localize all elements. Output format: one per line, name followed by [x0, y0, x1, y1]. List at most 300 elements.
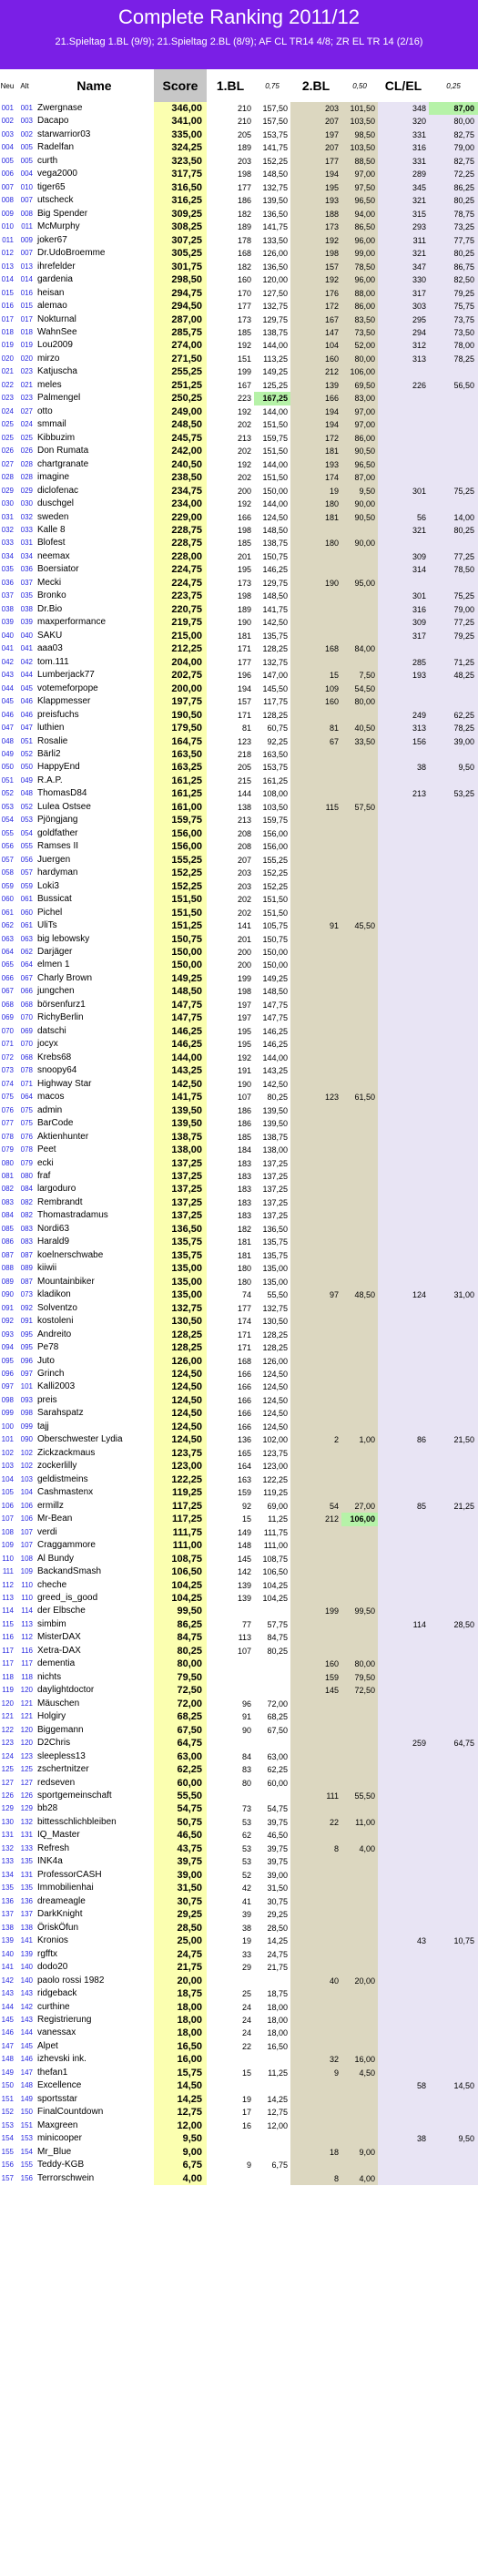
bl2-points: 168	[290, 642, 341, 655]
rank-new: 157	[1, 2173, 14, 2182]
bl2-points	[290, 1935, 341, 1947]
rank-new: 150	[1, 2081, 14, 2090]
bl1-weighted: 147,75	[262, 1000, 288, 1010]
bl1-points: 178	[237, 235, 251, 245]
table-row	[0, 1131, 478, 1144]
player-name: kladikon	[37, 1289, 71, 1300]
clel-points	[378, 1447, 429, 1460]
bl1-points: 181	[237, 631, 251, 641]
score: 143,25	[154, 1064, 207, 1077]
rank-old: 075	[20, 1105, 33, 1114]
bl1-weighted: 111,75	[263, 1527, 288, 1537]
rank-new: 048	[1, 736, 14, 745]
bl2-weighted	[341, 814, 378, 826]
player-name: Bronko	[37, 590, 66, 601]
rank-old: 023	[20, 394, 33, 403]
rank-old: 095	[20, 1343, 33, 1352]
bl1-weighted: 126,00	[262, 249, 288, 259]
table-row	[0, 102, 478, 115]
rank-new: 096	[1, 1370, 14, 1378]
bl2-weighted	[341, 1526, 378, 1539]
bl2-points	[290, 2159, 341, 2171]
score: 152,25	[154, 880, 207, 893]
clel-weighted	[429, 854, 478, 867]
table-row	[0, 669, 478, 682]
bl2-points	[290, 1802, 341, 1815]
rank-new: 014	[1, 275, 14, 284]
score: 80,25	[154, 1645, 207, 1657]
rank-new: 131	[1, 1831, 14, 1840]
rank-new: 053	[1, 802, 14, 811]
bl2-points	[290, 603, 341, 616]
bl2-weighted	[341, 1407, 378, 1420]
bl2-weighted: 84,00	[341, 642, 378, 655]
table-row	[0, 1249, 478, 1262]
player-name: Mecki	[37, 577, 62, 588]
bl1-points: 24	[241, 2015, 251, 2025]
rank-new: 149	[1, 2068, 14, 2077]
clel-points: 43	[378, 1935, 429, 1947]
player-name: verdi	[37, 1526, 57, 1537]
rank-new: 100	[1, 1421, 14, 1431]
clel-points: 289	[378, 168, 429, 180]
clel-points	[378, 2159, 429, 2171]
clel-points	[378, 1777, 429, 1790]
bl1-points: 218	[237, 749, 251, 759]
bl2-weighted: 98,50	[341, 128, 378, 141]
bl2-weighted	[341, 1341, 378, 1354]
score: 132,75	[154, 1302, 207, 1315]
player-name: starwarrior03	[37, 128, 91, 139]
rank-old: 054	[20, 828, 33, 837]
player-name: sleepless13	[37, 1750, 86, 1761]
player-name: FinalCountdown	[37, 2107, 104, 2118]
bl2-weighted	[341, 1144, 378, 1156]
rank-new: 151	[1, 2094, 14, 2103]
bl2-points: 15	[290, 669, 341, 682]
score: 104,25	[154, 1579, 207, 1592]
bl1-points: 53	[241, 1843, 251, 1853]
player-name: jungchen	[37, 986, 75, 997]
bl1-points	[207, 1605, 254, 1617]
bl2-points: 207	[290, 141, 341, 154]
bl2-points: 32	[290, 2053, 341, 2066]
score: 190,50	[154, 709, 207, 722]
bl2-weighted	[341, 893, 378, 906]
rank-new: 116	[2, 1633, 14, 1642]
table-row	[0, 1763, 478, 1776]
rank-old: 035	[20, 591, 33, 600]
score: 124,50	[154, 1394, 207, 1407]
bl2-points: 181	[290, 445, 341, 457]
bl1-points: 25	[241, 1989, 251, 1999]
col-header-score: Score	[154, 69, 207, 102]
bl2-points: 194	[290, 418, 341, 431]
clel-weighted	[429, 1131, 478, 1144]
clel-points	[378, 1855, 429, 1868]
score: 159,75	[154, 814, 207, 826]
player-name: Cashmastenx	[37, 1487, 94, 1498]
bl2-weighted	[341, 1262, 378, 1275]
rank-old: 121	[20, 1699, 33, 1708]
table-row	[0, 458, 478, 471]
bl2-points	[290, 959, 341, 971]
bl2-weighted: 106,00	[341, 1513, 378, 1525]
clel-points	[378, 498, 429, 510]
rank-old: 007	[20, 196, 33, 205]
bl2-points	[290, 1922, 341, 1935]
rank-old: 156	[20, 2173, 33, 2182]
clel-points: 86	[378, 1433, 429, 1446]
clel-weighted	[429, 682, 478, 695]
bl1-weighted: 141,75	[262, 222, 288, 232]
bl2-points: 54	[290, 1500, 341, 1513]
col-header-1bl: 1.BL	[216, 78, 245, 93]
clel-points	[378, 1645, 429, 1657]
clel-weighted	[429, 1592, 478, 1605]
player-name: Grinch	[37, 1369, 65, 1379]
score: 152,25	[154, 867, 207, 879]
table-row	[0, 168, 478, 180]
bl1-weighted: 126,00	[262, 1356, 288, 1366]
bl2-weighted	[341, 775, 378, 787]
bl2-weighted	[341, 1882, 378, 1894]
player-name: smmail	[37, 419, 66, 430]
clel-weighted	[429, 1052, 478, 1064]
clel-points: 56	[378, 511, 429, 524]
clel-points	[378, 418, 429, 431]
bl2-weighted: 80,00	[341, 353, 378, 365]
bl1-points: 16	[241, 2120, 251, 2130]
clel-weighted	[429, 1196, 478, 1209]
bl1-weighted: 80,25	[267, 1646, 288, 1656]
bl1-points: 199	[237, 973, 251, 983]
bl1-points: 167	[237, 380, 251, 390]
bl1-points: 192	[237, 459, 251, 469]
bl2-weighted: 86,00	[341, 300, 378, 313]
rank-new: 035	[1, 565, 14, 574]
clel-points	[378, 1223, 429, 1236]
rank-new: 004	[1, 143, 14, 152]
page-subtitle: 21.Spieltag 1.BL (9/9); 21.Spieltag 2.BL (8/9); AF CL TR14 4/8; ZR EL TR 14 (2/16)	[55, 36, 423, 47]
score: 240,50	[154, 458, 207, 471]
bl1-weighted: 149,25	[262, 973, 288, 983]
table-row	[0, 287, 478, 300]
bl1-weighted: 129,75	[262, 578, 288, 588]
bl1-points: 73	[241, 1804, 251, 1814]
bl1-points: 203	[237, 868, 251, 878]
rank-new: 047	[1, 724, 14, 733]
clel-points	[378, 1329, 429, 1341]
clel-weighted: 14,50	[429, 2079, 478, 2092]
bl2-weighted	[341, 1447, 378, 1460]
player-name: snoopy64	[37, 1065, 77, 1076]
bl1-weighted: 145,50	[262, 683, 288, 693]
bl2-weighted	[341, 1961, 378, 1974]
rank-old: 044	[20, 671, 33, 680]
player-name: kostoleni	[37, 1316, 74, 1327]
clel-points	[378, 1117, 429, 1130]
rank-new: 133	[1, 1857, 14, 1866]
bl2-points: 193	[290, 458, 341, 471]
score: 156,00	[154, 827, 207, 840]
bl2-points	[290, 2040, 341, 2053]
bl2-points: 18	[290, 2146, 341, 2159]
rank-old: 004	[20, 169, 33, 179]
bl2-points	[290, 2106, 341, 2119]
rank-new: 045	[1, 697, 14, 706]
bl2-weighted	[341, 1908, 378, 1921]
bl2-points	[290, 1473, 341, 1486]
bl1-points: 200	[237, 948, 251, 957]
clel-weighted	[429, 1671, 478, 1684]
rank-new: 036	[1, 578, 14, 587]
rank-new: 076	[1, 1105, 14, 1114]
bl1-points: 96	[241, 1699, 251, 1709]
table-row	[0, 1816, 478, 1829]
player-name: Mr_Blue	[37, 2146, 72, 2157]
rank-new: 025	[1, 420, 14, 429]
bl2-points	[290, 1104, 341, 1117]
bl1-weighted: 80,25	[267, 1093, 288, 1103]
bl2-weighted	[341, 1750, 378, 1763]
bl1-points: 138	[237, 802, 251, 812]
player-name: Darjäger	[37, 947, 73, 957]
bl1-weighted: 159,75	[262, 816, 288, 826]
player-name: aaa03	[37, 643, 63, 654]
rank-new: 108	[1, 1527, 14, 1536]
bl2-points: 160	[290, 353, 341, 365]
bl2-points: 192	[290, 273, 341, 286]
score: 224,75	[154, 577, 207, 590]
bl2-points	[290, 1961, 341, 1974]
rank-old: 082	[20, 1197, 33, 1206]
bl2-points	[290, 1447, 341, 1460]
bl2-weighted: 99,50	[341, 1605, 378, 1617]
bl1-points: 160	[237, 275, 251, 285]
bl1-weighted: 102,00	[262, 1435, 288, 1445]
bl2-points	[290, 1737, 341, 1750]
score: 316,25	[154, 194, 207, 207]
table-row	[0, 630, 478, 642]
table-row	[0, 1777, 478, 1790]
bl1-weighted: 124,50	[262, 1409, 288, 1419]
score: 249,00	[154, 405, 207, 418]
bl2-points	[290, 840, 341, 853]
bl2-points: 172	[290, 300, 341, 313]
rank-new: 139	[1, 1936, 14, 1945]
clel-points	[378, 1144, 429, 1156]
bl2-points: 67	[290, 735, 341, 748]
bl2-points: 180	[290, 498, 341, 510]
table-header	[0, 69, 478, 102]
table-row	[0, 1698, 478, 1710]
rank-new: 124	[1, 1751, 14, 1760]
bl2-weighted	[341, 1315, 378, 1328]
clel-points	[378, 1657, 429, 1670]
bl1-points: 62	[241, 1831, 251, 1841]
bl2-weighted	[341, 880, 378, 893]
score: 229,00	[154, 511, 207, 524]
table-row	[0, 616, 478, 629]
clel-weighted	[429, 445, 478, 457]
bl1-points: 163	[237, 1474, 251, 1484]
clel-points	[378, 1922, 429, 1935]
clel-weighted: 82,75	[429, 128, 478, 141]
bl1-points: 171	[237, 644, 251, 654]
bl2-points	[290, 1157, 341, 1170]
rank-old: 144	[20, 2028, 33, 2037]
bl2-points	[290, 1368, 341, 1380]
score: 20,00	[154, 1975, 207, 1987]
table-row	[0, 1329, 478, 1341]
clel-points	[378, 1961, 429, 1974]
bl2-weighted: 88,50	[341, 155, 378, 168]
clel-weighted	[429, 748, 478, 761]
clel-points	[378, 1684, 429, 1697]
bl1-points: 213	[237, 816, 251, 826]
table-row	[0, 814, 478, 826]
bl2-weighted	[341, 1869, 378, 1882]
clel-weighted	[429, 2119, 478, 2132]
bl1-weighted: 54,75	[267, 1804, 288, 1814]
clel-weighted	[429, 1724, 478, 1737]
bl1-weighted: 123,00	[262, 1462, 288, 1472]
player-name: Solventzo	[37, 1302, 77, 1313]
bl1-points: 52	[241, 1870, 251, 1880]
bl2-weighted: 55,50	[341, 1790, 378, 1802]
rank-new: 003	[1, 129, 14, 139]
bl1-weighted: 123,75	[262, 1448, 288, 1458]
rank-old: 069	[20, 1026, 33, 1035]
bl2-points	[290, 787, 341, 800]
bl1-points: 165	[237, 1448, 251, 1458]
table-row	[0, 1592, 478, 1605]
rank-old: 098	[20, 1409, 33, 1418]
score: 324,25	[154, 141, 207, 154]
clel-weighted	[429, 1526, 478, 1539]
rank-old: 024	[20, 420, 33, 429]
table-row	[0, 1842, 478, 1855]
clel-weighted	[429, 919, 478, 932]
bl1-points: 142	[237, 1567, 251, 1577]
score: 137,25	[154, 1209, 207, 1222]
bl1-points	[207, 1657, 254, 1670]
bl1-weighted: 132,75	[262, 1303, 288, 1313]
score: 18,00	[154, 2001, 207, 2014]
rank-new: 079	[1, 1145, 14, 1155]
col-header-2bl-weight: 0,50	[352, 81, 367, 90]
rank-old: 056	[20, 855, 33, 864]
player-name: der Elbsche	[37, 1606, 86, 1616]
rank-old: 034	[20, 551, 33, 560]
bl2-points	[290, 1038, 341, 1051]
bl1-points: 208	[237, 828, 251, 838]
bl2-weighted: 52,00	[341, 339, 378, 352]
rank-old: 070	[20, 1013, 33, 1022]
player-name: Kronios	[37, 1935, 68, 1946]
table-row	[0, 313, 478, 326]
rank-old: 064	[20, 1093, 33, 1102]
clel-weighted: 80,25	[429, 194, 478, 207]
bl2-points	[290, 1025, 341, 1038]
score: 12,75	[154, 2106, 207, 2119]
clel-points	[378, 1592, 429, 1605]
rank-new: 082	[1, 1185, 14, 1194]
bl1-weighted: 137,25	[262, 1197, 288, 1207]
table-row	[0, 1948, 478, 1961]
rank-new: 009	[1, 209, 14, 218]
clel-weighted: 80,25	[429, 247, 478, 260]
clel-points	[378, 748, 429, 761]
rank-new: 120	[1, 1699, 14, 1708]
clel-weighted	[429, 577, 478, 590]
bl1-points: 182	[237, 1224, 251, 1234]
score: 128,25	[154, 1329, 207, 1341]
score: 64,75	[154, 1737, 207, 1750]
bl2-points	[290, 761, 341, 774]
bl1-weighted	[254, 1605, 290, 1617]
clel-points	[378, 854, 429, 867]
table-row	[0, 1209, 478, 1222]
clel-weighted	[429, 1355, 478, 1368]
clel-weighted	[429, 1790, 478, 1802]
rank-new: 072	[1, 1052, 14, 1062]
player-name: Ramses II	[37, 841, 79, 852]
bl1-points: 180	[237, 1277, 251, 1287]
rank-new: 109	[1, 1541, 14, 1550]
player-name: Dr.UdoBroemme	[37, 248, 106, 259]
clel-weighted: 56,50	[429, 379, 478, 392]
bl2-points	[290, 972, 341, 985]
bl2-weighted: 97,00	[341, 168, 378, 180]
bl1-points: 210	[237, 117, 251, 127]
table-row	[0, 1394, 478, 1407]
rank-new: 105	[1, 1488, 14, 1497]
rank-new: 102	[1, 1448, 14, 1457]
rank-new: 154	[1, 2134, 14, 2143]
score: 156,00	[154, 840, 207, 853]
table-row	[0, 1975, 478, 1987]
table-row	[0, 1025, 478, 1038]
rank-new: 092	[1, 1317, 14, 1326]
clel-points	[378, 999, 429, 1011]
bl2-points	[290, 2079, 341, 2092]
rank-old: 038	[20, 604, 33, 613]
bl1-weighted: 124,50	[262, 1382, 288, 1392]
rank-old: 132	[20, 1817, 33, 1826]
clel-weighted	[429, 1816, 478, 1829]
clel-weighted	[429, 1895, 478, 1908]
bl2-weighted	[341, 972, 378, 985]
bl2-weighted: 86,50	[341, 221, 378, 233]
rank-new: 112	[2, 1580, 14, 1589]
clel-weighted	[429, 933, 478, 946]
bl1-points: 203	[237, 156, 251, 166]
clel-weighted	[429, 1117, 478, 1130]
score: 212,25	[154, 642, 207, 655]
table-row	[0, 208, 478, 221]
bl2-weighted	[341, 1579, 378, 1592]
rank-old: 082	[20, 1211, 33, 1220]
table-row	[0, 801, 478, 814]
player-name: vanessax	[37, 2027, 76, 2038]
clel-points: 317	[378, 630, 429, 642]
bl1-weighted: 138,75	[262, 327, 288, 337]
rank-old: 029	[20, 486, 33, 495]
bl1-weighted: 150,75	[262, 934, 288, 944]
bl2-weighted	[341, 1131, 378, 1144]
